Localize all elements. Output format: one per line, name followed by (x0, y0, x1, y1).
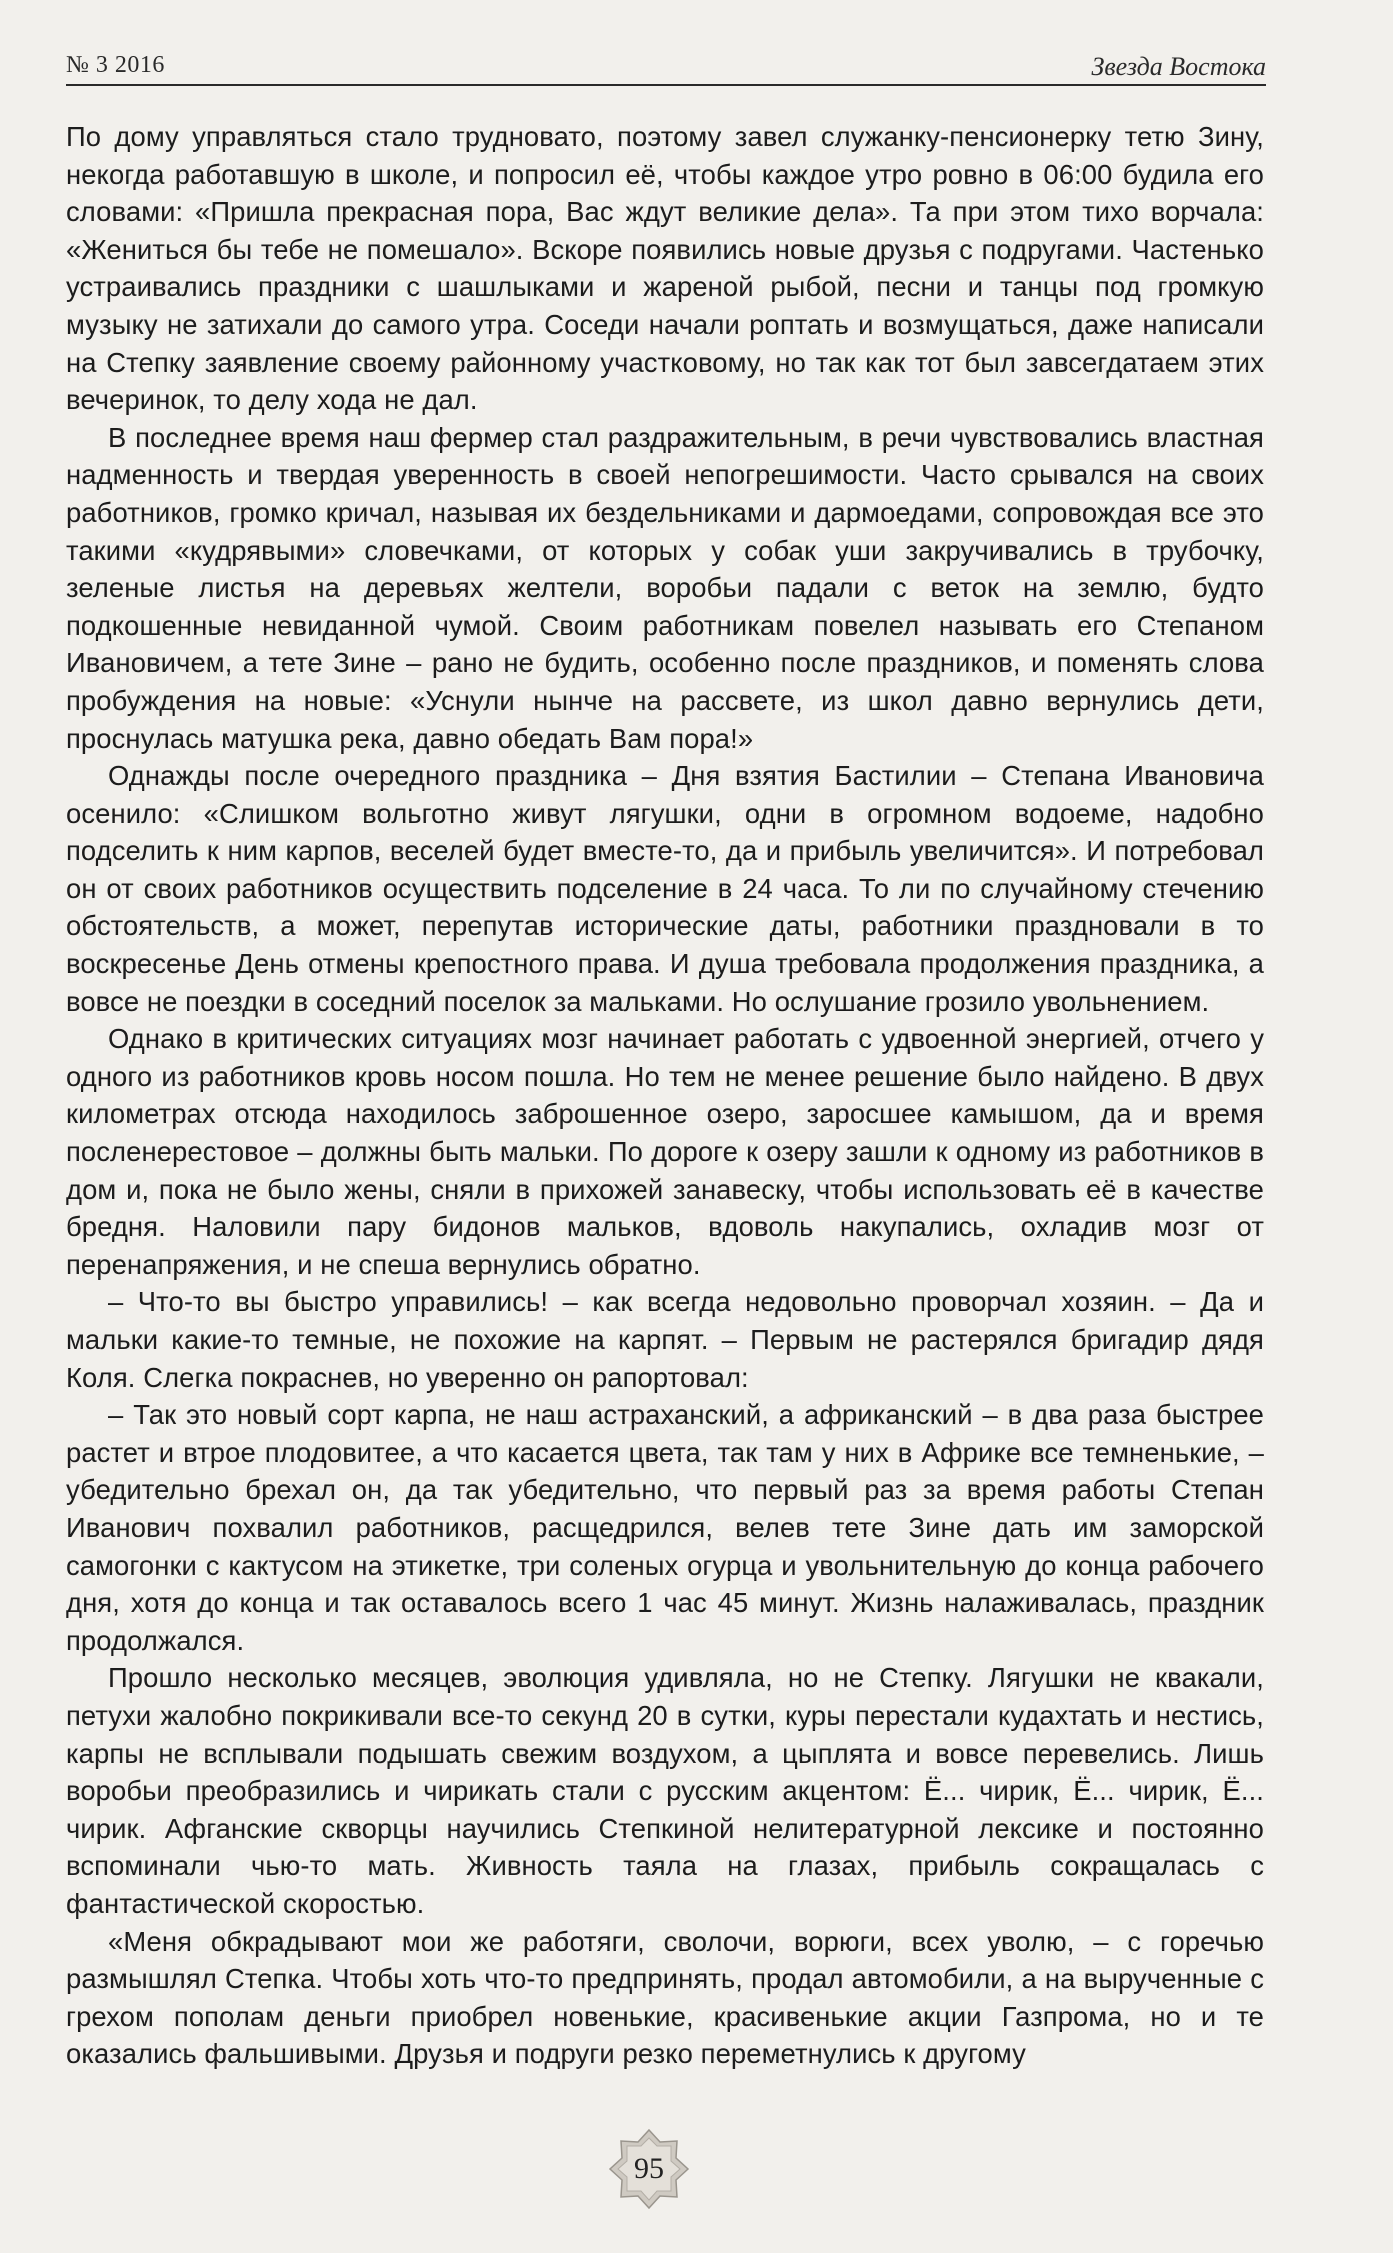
paragraph: Прошло несколько месяцев, эволюция удивляла, но не Степку. Лягушки не квакали, петухи жалобно покрикивали все-то секунд 20 в сутки, куры перестали кудахтать и нестись, карпы не всплывали подышать свежим воздухом, а цыплята и вовсе перевелись. Лишь воробьи преобразились и чирикать стали с русским акцентом: Ё... чирик, Ё... чирик, Ё... чирик. Афганские скворцы научились Степкиной нелитературной лексике и постоянно вспоминали чью-то мать. Живность таяла на глазах, прибыль сокращалась с фантастической скоростью. (66, 1662, 1264, 1919)
paragraph: В последнее время наш фермер стал раздражительным, в речи чувствовались властная надменность и твердая уверенность в своей непогрешимости. Часто срывался на своих работников, громко кричал, называя их бездельниками и дармоедами, сопровождая все это такими «кудрявыми» словечками, от которых у собак уши закручивались в трубочку, зеленые листья на деревьях желтели, воробьи падали с веток на землю, будто подкошенные невиданной чумой. Своим работникам повелел называть его Степаном Ивановичем, а тете Зине – рано не будить, особенно после праздников, и поменять слова пробуждения на новые: «Уснули нынче на рассвете, из школ давно вернулись дети, проснулась матушка река, давно обедать Вам пора!» (66, 421, 1264, 754)
paragraph: – Так это новый сорт карпа, не наш астраханский, а африканский – в два раза быстрее растет и втрое плодовитее, а что касается цвета, так там у них в Африке все темненькие, – убедительно брехал он, да так убедительно, что первый раз за время работы Степан Иванович похвалил работников, расщедрился, велев тете Зине дать им заморской самогонки с кактусом на этикетке, три соленых огурца и увольнительную до конца рабочего дня, хотя до конца и так оставалось всего 1 час 45 минут. Жизнь налаживалась, праздник продолжался. (66, 1399, 1264, 1656)
page-number: 95 (634, 2152, 664, 2185)
paragraph: «Меня обкрадывают мои же работяги, сволочи, ворюги, всех уволю, – с горечью размышлял Степка. Чтобы хоть что-то предпринять, продал автомобили, а на вырученные с грехом пополам деньги приобрел новенькие, красивенькие акции Газпрома, но и те оказались фальшивыми. Друзья и подруги резко переметнулись к другому (66, 1925, 1264, 2070)
paragraph: Однако в критических ситуациях мозг начинает работать с удвоенной энергией, отчего у одного из работников кровь носом пошла. Но тем не менее решение было найдено. В двух километрах отсюда находилось заброшенное озеро, заросшее камышом, да и время посленерестовое – должны быть мальки. По дороге к озеру зашли к одному из работников в дом и, пока не было жены, сняли в прихожей занавеску, чтобы использовать её в качестве бредня. Наловили пару бидонов мальков, вдоволь накупались, охладив мозг от перенапряжения, и не спеша вернулись обратно. (66, 1023, 1264, 1280)
article-body (66, 118, 1264, 2073)
page-number-ornament (608, 2128, 690, 2210)
paragraph: Однажды после очередного праздника – Дня взятия Бастилии – Степана Ивановича осенило: «Слишком вольготно живут лягушки, одни в огромном водоеме, надобно подселить к ним карпов, веселей будет вместе-то, да и прибыль увеличится». И потребовал он от своих работников осуществить подселение в 24 часа. То ли по случайному стечению обстоятельств, а может, перепутав исторические даты, работники праздновали в то воскресенье День отмены крепостного права. И душа требовала продолжения праздника, а вовсе не поездки в соседний поселок за мальками. Но ослушание грозило увольнением. (66, 760, 1264, 1017)
paragraph: По дому управляться стало трудновато, поэтому завел служанку-пенсионерку тетю Зину, некогда работавшую в школе, и попросил её, чтобы каждое утро ровно в 06:00 будила его словами: «Пришла прекрасная пора, Вас ждут великие дела». Та при этом тихо ворчала: «Жениться бы тебе не помешало». Вскоре появились новые друзья с подругами. Частенько устраивались праздники с шашлыками и жареной рыбой, песни и танцы под громкую музыку не затихали до самого утра. Соседи начали роптать и возмущаться, даже написали на Степку заявление своему районному участковому, но так как тот был завсегдатаем этих вечеринок, то делу хода не дал. (66, 121, 1264, 416)
issue-number: № 3 2016 (66, 52, 165, 78)
journal-title: Звезда Востока (1091, 52, 1266, 81)
paragraph: – Что-то вы быстро управились! – как всегда недовольно проворчал хозяин. – Да и мальки какие-то темные, не похожие на карпят. – Первым не растерялся бригадир дядя Коля. Слегка покраснев, но уверенно он рапортовал: (66, 1286, 1264, 1393)
running-header (66, 50, 1266, 86)
